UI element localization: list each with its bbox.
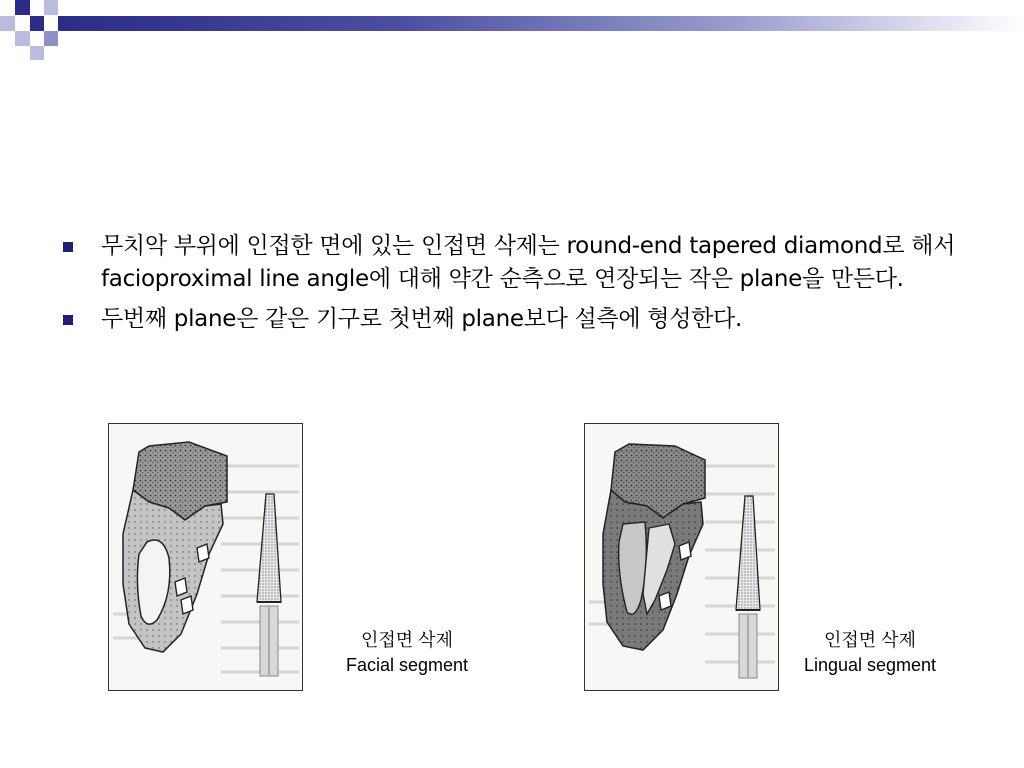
bullet-item [60, 230, 960, 296]
bullet-item [60, 303, 960, 336]
figure-facial-segment [108, 423, 303, 691]
deco-square [44, 0, 58, 15]
deco-square [0, 16, 15, 31]
bullet-square-icon [63, 242, 73, 252]
deco-square [15, 31, 30, 46]
tooth-drawing-lingual [585, 424, 778, 690]
caption-english: Lingual segment [803, 655, 937, 675]
header-decoration [0, 0, 1024, 70]
deco-square [44, 31, 58, 46]
figure-caption-lingual [790, 628, 950, 678]
bullet-square-icon [63, 315, 73, 325]
bullet-list [60, 230, 960, 343]
figure-lingual-segment [584, 423, 779, 691]
header-gradient-band [58, 16, 1024, 31]
caption-korean: 인접면 삭제 [824, 630, 916, 650]
deco-square [30, 46, 44, 60]
figure-caption-facial [330, 628, 484, 678]
deco-square [30, 16, 44, 31]
deco-square [15, 0, 30, 15]
caption-korean: 인접면 삭제 [361, 630, 453, 650]
caption-english: Facial segment [345, 655, 469, 675]
bullet-text: 무치악 부위에 인접한 면에 있는 인접면 삭제는 round-end tapered diamond로 해서 facioproximal line angle에 대해 약간 순측으로 연장되는 작은 plane을 만든다. [101, 233, 956, 292]
tooth-drawing-facial [109, 424, 302, 690]
bullet-text: 두번째 plane은 같은 기구로 첫번째 plane보다 설측에 형성한다. [101, 306, 742, 332]
